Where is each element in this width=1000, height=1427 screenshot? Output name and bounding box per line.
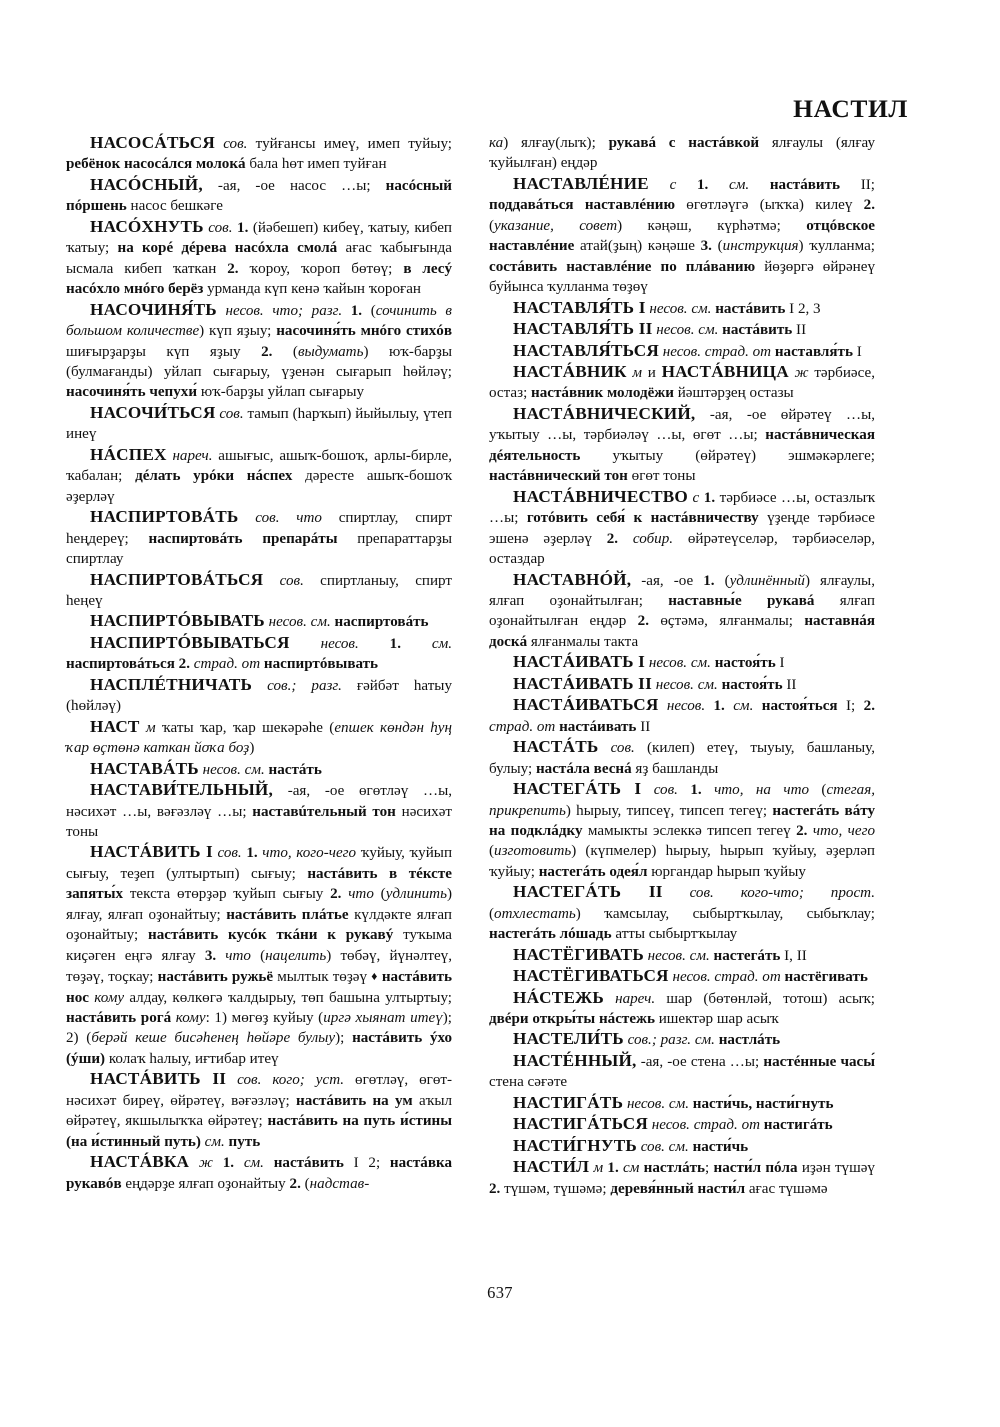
dictionary-entry: НАСÓСНЫЙ, -ая, -ое насос …ы; насóсный пóршень насос бешкәге: [66, 174, 452, 215]
dictionary-entry: НАСПЛÉТНИЧАТЬ сов.; разг. ғәйбәт һатыу (һөйләү): [66, 674, 452, 715]
dictionary-entry: НАСТИ́ГНУТЬ сов. см. насти́чь: [513, 1135, 749, 1155]
page-running-head: НАСТИЛ: [793, 94, 908, 123]
dictionary-entry: НАСПИРТОВÁТЬСЯ сов. спиртланыу, спирт һеңеү: [66, 569, 452, 609]
dictionary-entry: НÁСТЕЖЬ нареч. шар (бөтөнләй, тотош) асыҡ; двéри откры́ты нáстежь ишектәр шар асыҡ: [489, 987, 875, 1028]
dictionary-entry: НАСТÉННЫЙ, -ая, -ое стена …ы; настéнные часы́ стена сәғәте: [489, 1050, 875, 1091]
dictionary-entry: НАСПИРТÓВЫВАТЬ несов. см. наспиртовáть: [90, 611, 429, 631]
dictionary-entry: НАСОСÁТЬСЯ сов. туйғансы имеү, имеп туйыу; ребёнок насосáлся молокá бала һөт имеп туйған: [66, 133, 452, 173]
dictionary-entry: НАСТАВÁТЬ несов. см. настáть: [90, 758, 322, 778]
dictionary-entry: НАСТЕЛИ́ТЬ сов.; разг. см. настлáть: [513, 1029, 781, 1049]
dictionary-entry: НАСПИРТÓВЫВАТЬСЯ несов. 1. см. наспиртовáться 2. страд. от наспиртóвывать: [66, 632, 453, 673]
dictionary-entry: НАСТЕГÁТЬ II сов. кого-что; прост. (отхлестать) ҡамсылау, сыбыртҡылау, сыбыҡлау; настегáть лóшадь атты сыбыртҡылау: [489, 882, 875, 943]
dictionary-entry: НАСТÁВНИЧЕСТВО с 1. тәрбиәсе …ы, остазлыҡ …ы; готóвить себя́ к настáвничеству үҙеңде тәрбиәсе эшенә әҙерләү 2. собир. өйрәтеүселәр, тәрбиәселәр, остаздар: [489, 486, 876, 568]
dictionary-entry: НАСТÁВНИК м и НАСТÁВНИЦА ж тәрбиәсе, остаз; настáвник молодёжи йәштәрҙең остазы: [489, 361, 875, 402]
dictionary-entry: НАСТÁВИТЬ I сов. 1. что, кого-чего ҡуйыу, ҡуйып сығыу, теҙеп (ултыртып) сығыу; настáвить в тéксте запяты́х текста өтөрҙәр ҡуйып сығыу 2. что (удлинить) ялғау, ялғап оҙонайтыу; настáвить плáтье күлдәкте ялғап оҙонайтыу; настáвить кусóк ткáни к рукавý туҡыма киҫәген еңгә ялғау 3. что (нацелить) төбәү, йүнәлтеү, төҙәү, тоҫкау; настáвить ружьё мылтык төҙәү ♦ настáвить нос кому алдау, көлкөгә ҡалдырыу, төп башына ултыртыу; настáвить рогá кому: 1) мөгөҙ куйыу (иргә хыянат итеү); 2) (берәй кеше бисәһенең һөйәре булыу); настáвить ýхо (ýши) колаҡ һалыу, иғтибар итеү: [66, 842, 453, 1067]
dictionary-entry: ка) ялғау(лыҡ); рукавá с настáвкой ялғаулы (ялғау ҡуйылған) еңдәр: [489, 135, 875, 172]
dictionary-entry: НАСТАВНÓЙ, -ая, -ое 1. (удлинённый) ялғаулы, ялғап оҙонайтылған; наставны́е рукавá ялғап оҙонайтылған еңдәр 2. өҫтәмә, ялғанмалы; наставнáя доскá ялғанмалы такта: [489, 569, 875, 650]
dictionary-entry: НАСТИГÁТЬ несов. см. насти́чь, насти́гнуть: [513, 1092, 834, 1112]
dictionary-entry: НАСТÁТЬ сов. (килеп) етеү, тыуыу, башланыу, булыу; настáла веснá яҙ башланды: [489, 737, 875, 777]
page-number: 637: [487, 1283, 513, 1302]
dictionary-entry: НАСÓХНУТЬ сов. 1. (йәбешеп) кибеү, ҡатыу, кибеп ҡатыу; на корé дéрева насóхла смолá ағас ҡабығында ысмала кибеп ҡаткан 2. ҡороу, ҡороп бөтөү; в лесý насóхло мнóго берёз урманда күп кенә ҡайын ҡороған: [66, 216, 452, 298]
dictionary-entry: НАСТИГÁТЬСЯ несов. страд. от настигáть: [513, 1114, 833, 1134]
text-columns: [66, 133, 934, 1199]
dictionary-entry: НАСТАВИ́ТЕЛЬНЫЙ, -ая, -ое өгөтләү …ы, нәсихәт …ы, вәғәзләү …ы; наставúтельный тон нәсихәт тоны: [66, 780, 453, 840]
dictionary-entry: НАСТАВЛЯ́ТЬ I несов. см. настáвить I 2, 3: [513, 297, 821, 317]
dictionary-entry: НАСТЕГÁТЬ I сов. 1. что, на что (стегая, прикрепить) һырыу, типсеү, типсеп тегеү; настегáть вáту на подклáдку мамыкты эслеккә типсеп тегеү 2. что, чего (изготовить) (күпмелер) һырыу, һырып ҡуйыу, әҙерләп ҡуйыу; настегáть одея́л юргандар һырып ҡуйыу: [489, 779, 876, 880]
dictionary-entry: НАСТÁИВАТЬ II несов. см. настоя́ть II: [513, 673, 797, 693]
dictionary-entry: НАСТ м ҡаты ҡар, ҡар шекәрәһе (епшек көндән һуң ҡар өҫтөнә каткан йоҡа боҙ): [66, 716, 452, 757]
dictionary-entry: НАСТАВЛЯ́ТЬСЯ несов. страд. от наставля́ть I: [513, 340, 862, 360]
right-column: [489, 133, 875, 1199]
left-column: [66, 133, 452, 1194]
dictionary-entry: НÁСПЕХ нареч. ашығыс, ашыҡ-бошоҡ, арлы-бирле, ҡабалан; дéлать урóки нáспех дәресте ашыҡ-бошоҡ әҙерләү: [66, 444, 453, 505]
dictionary-entry: НАСТАВЛЯ́ТЬ II несов. см. настáвить II: [513, 319, 807, 339]
dictionary-entry: НАСТЁГИВАТЬСЯ несов. страд. от настёгивать: [513, 966, 868, 986]
dictionary-entry: НАСТÁИВАТЬ I несов. см. настоя́ть I: [513, 652, 785, 672]
dictionary-entry: НАСПИРТОВÁТЬ сов. что спиртлау, спирт һеңдереү; наспиртовáть препарáты препараттарҙы спиртлау: [66, 507, 453, 568]
dictionary-entry: НАСТЁГИВАТЬ несов. см. настегáть I, II: [513, 944, 807, 964]
dictionary-entry: НАСТÁИВАТЬСЯ несов. 1. см. настоя́ться I; 2. страд. от настáивать II: [489, 695, 875, 735]
dictionary-entry: НАСТАВЛÉНИЕ с 1. см. настáвить II; поддавáться наставлéнию өгөтләүгә (ыҡҡа) килеү 2. (указание, совет) кәңәш, күрһәтмә; отцóвское наставлéние атай(ҙың) кәңәше 3. (инструкция) ҡулланма; состáвить наставлéние по плáванию йөҙөргә өйрәнеү буйынса ҡулланма төҙөү: [489, 173, 875, 296]
dictionary-entry: НАСТÁВНИЧЕСКИЙ, -ая, -ое өйрәтеү …ы, уҡытыу …ы, тәрбиәләү …ы, өгөт …ы; настáвническая дéятельность уҡытыу (өйрәтеү) эшмәкәрлеге; настáвнический тон өгөт тоны: [489, 403, 875, 485]
dictionary-entry: НАСТИ́Л м 1. см настлáть; насти́л пóла иҙән түшәү 2. түшәм, түшәмә; деревя́нный насти́л ағас түшәмә: [489, 1157, 875, 1197]
dictionary-entry: НАСОЧИНЯ́ТЬ несов. что; разг. 1. (сочинить в большом количестве) күп яҙыу; насочиня́ть мнóго стихóв шиғырҙарҙы күп яҙыу 2. (выдумать) юҡ-барҙы (булмағанды) уйлап сығарыу, үҙенән сығарып һөйләү; насочиня́ть чепухи́ юҡ-барҙы уйлап сығарыу: [66, 299, 453, 401]
dictionary-entry: НАСОЧИ́ТЬСЯ сов. тамып (һарҡып) йыйылыу, үтеп инеү: [66, 402, 452, 443]
dictionary-entry: НАСТÁВКА ж 1. см. настáвить I 2; настáвка рукавóв еңдәрҙе ялғап оҙонайтыу 2. (надстав-: [66, 1152, 452, 1192]
dictionary-entry: НАСТÁВИТЬ II сов. кого; уст. өгөтләү, өгөт-нәсихәт биреү, өйрәтеү, вәғәзләү; настáвить на ум аҡыл өйрәтеү, якшылыҡҡа өйрәтеү; настáвить на путь и́стины (на и́стинный путь) см. путь: [66, 1069, 452, 1150]
